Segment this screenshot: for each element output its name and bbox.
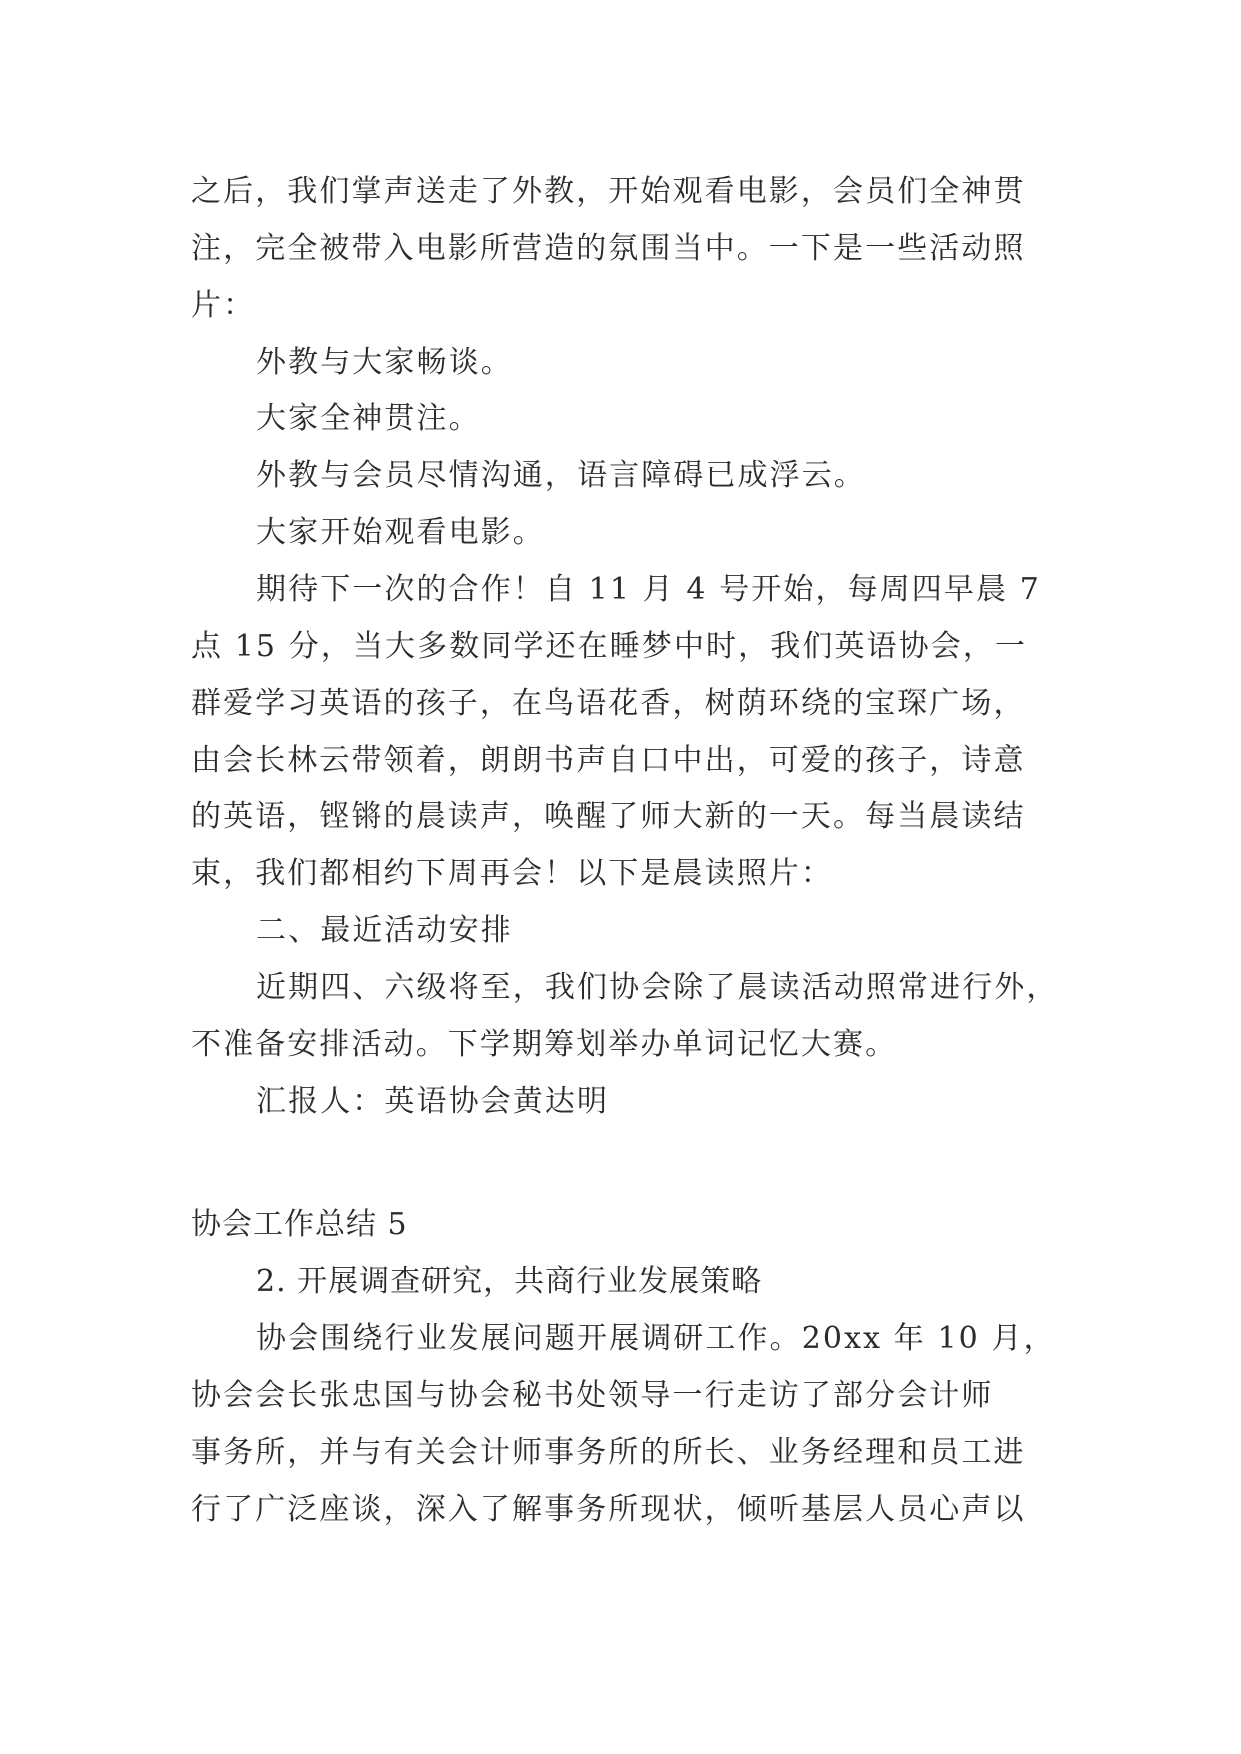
paragraph-line: 之后，我们掌声送走了外教，开始观看电影，会员们全神贯 xyxy=(191,174,1026,209)
paragraph-line: 点 15 分，当大多数同学还在睡梦中时，我们英语协会，一 xyxy=(191,629,1028,664)
photo-caption: 大家开始观看电影。 xyxy=(256,515,545,550)
section-heading: 二、最近活动安排 xyxy=(256,913,513,948)
subsection-heading: 2. 开展调查研究，共商行业发展策略 xyxy=(256,1264,763,1299)
paragraph-line: 束，我们都相约下周再会！以下是晨读照片： xyxy=(191,856,833,891)
photo-caption: 外教与大家畅谈。 xyxy=(256,345,513,380)
paragraph-line: 期待下一次的合作！自 11 月 4 号开始，每周四早晨 7 xyxy=(256,572,1041,607)
section-title: 协会工作总结 5 xyxy=(191,1207,408,1242)
paragraph-line: 群爱学习英语的孩子，在鸟语花香，树荫环绕的宝琛广场， xyxy=(191,686,1026,721)
photo-caption: 大家全神贯注。 xyxy=(256,401,481,436)
paragraph-line: 近期四、六级将至，我们协会除了晨读活动照常进行外， xyxy=(256,970,1059,1005)
paragraph-line: 事务所，并与有关会计师事务所的所长、业务经理和员工进 xyxy=(191,1435,1026,1470)
paragraph-line: 行了广泛座谈，深入了解事务所现状，倾听基层人员心声以 xyxy=(191,1492,1026,1527)
paragraph-line: 协会围绕行业发展问题开展调研工作。20xx 年 10 月， xyxy=(256,1321,1056,1356)
paragraph-line: 的英语，铿锵的晨读声，唤醒了师大新的一天。每当晨读结 xyxy=(191,799,1026,834)
paragraph-line: 片： xyxy=(191,288,256,323)
reporter-line: 汇报人：英语协会黄达明 xyxy=(256,1084,610,1119)
paragraph-line: 协会会长张忠国与协会秘书处领导一行走访了部分会计师 xyxy=(191,1378,994,1413)
paragraph-line: 不准备安排活动。下学期筹划举办单词记忆大赛。 xyxy=(191,1027,898,1062)
photo-caption: 外教与会员尽情沟通，语言障碍已成浮云。 xyxy=(256,458,866,493)
paragraph-line: 由会长林云带领着，朗朗书声自口中出，可爱的孩子，诗意 xyxy=(191,743,1026,778)
paragraph-line: 注，完全被带入电影所营造的氛围当中。一下是一些活动照 xyxy=(191,231,1026,266)
